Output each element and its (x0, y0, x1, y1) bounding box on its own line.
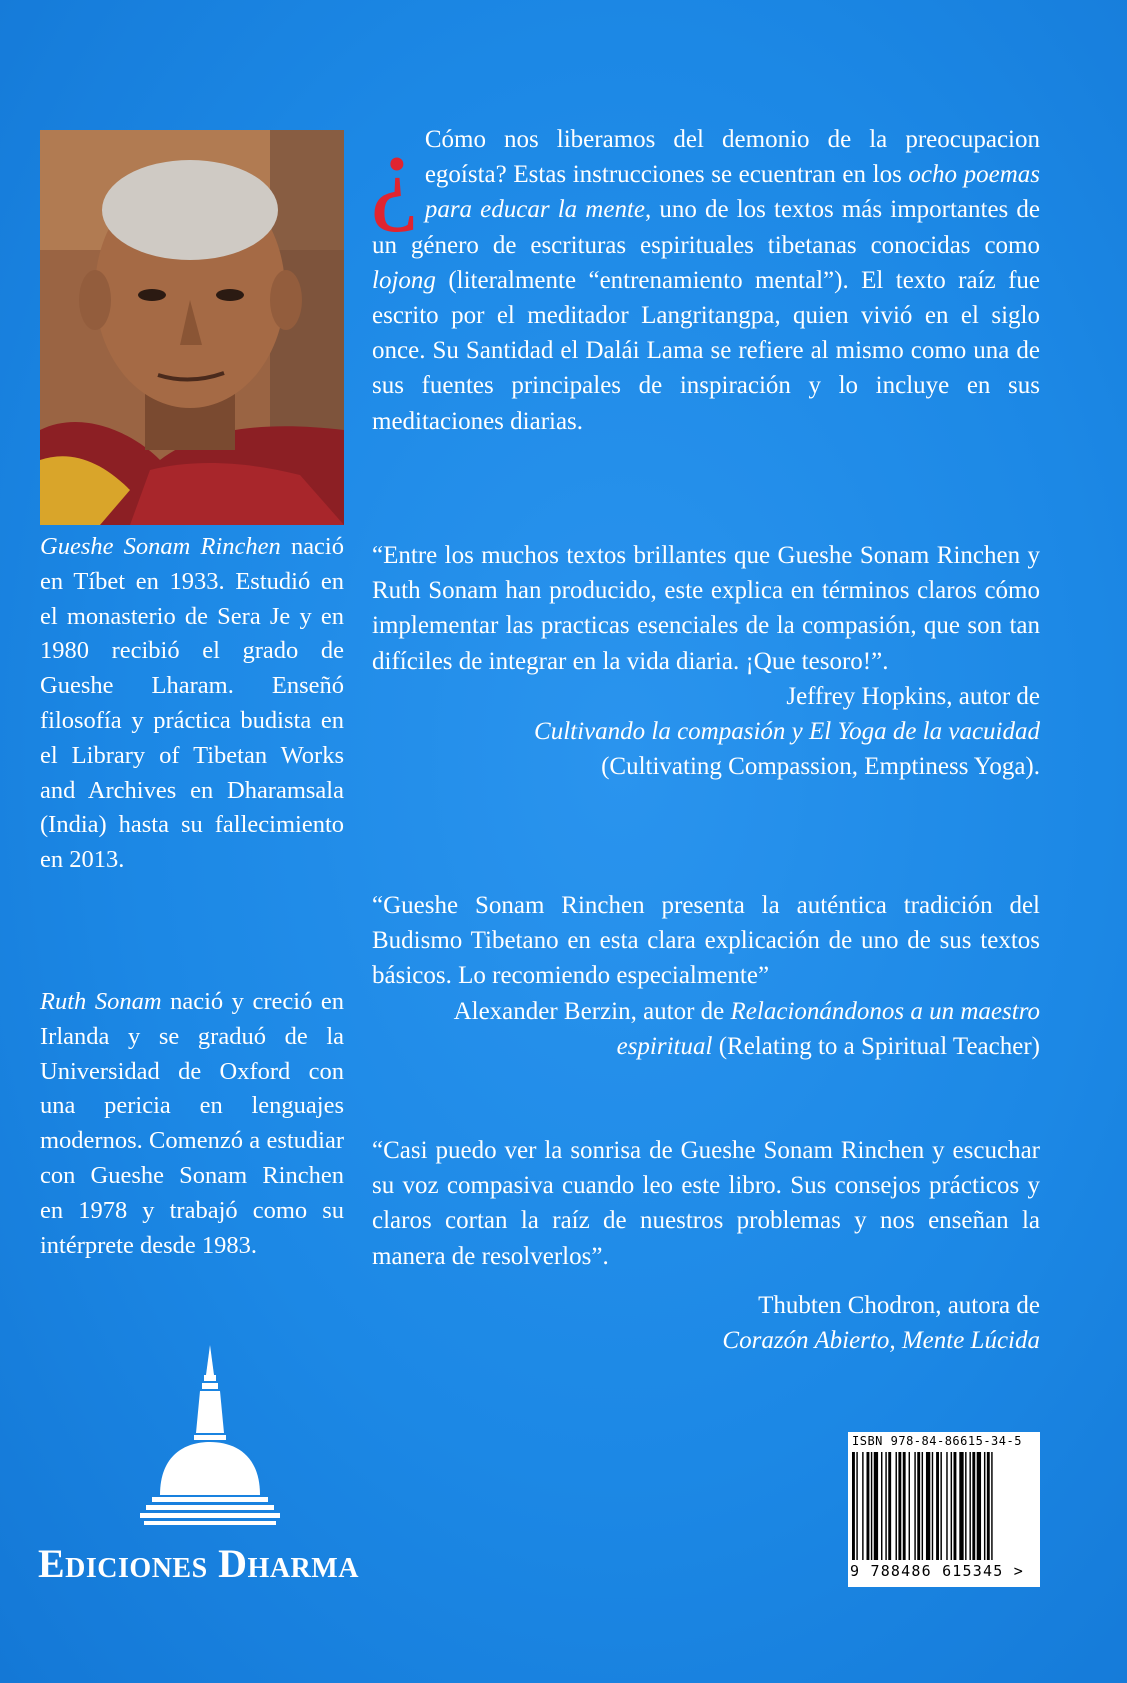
barcode-bar (881, 1452, 882, 1560)
quote-berzin (372, 888, 1040, 1064)
quote-chodron-book: Corazón Abierto, Mente Lúcida (722, 1327, 1040, 1355)
barcode-bar (856, 1452, 857, 1560)
barcode-bar (977, 1452, 981, 1560)
barcode-bar (914, 1452, 915, 1560)
author1-bio-text: nació en Tíbet en 1933. Estudió en el monasterio de Sera Je y en 1980 recibió el grado de Gueshe Lharam. Enseñó filosofía y práctica budista en el Library of Tibetan Works and Archives en Dharamsala (India) hasta su fallecimiento en 2013. (40, 533, 344, 874)
barcode-bar (874, 1452, 878, 1560)
author2-bio (40, 985, 344, 1263)
quote-berzin-attribution (372, 994, 1040, 1064)
barcode-bar (965, 1452, 966, 1560)
barcode-bar (885, 1452, 886, 1560)
barcode-bar (903, 1452, 906, 1560)
barcode-bar (922, 1452, 923, 1560)
stupa-icon (140, 1345, 280, 1545)
quote-chodron-text: “Casi puedo ver la sonrisa de Gueshe Sonam Rinchen y escuchar su voz compasiva cuando leo este libro. Sus consejos prácticos y claros cortan la raíz de nuestros problemas y nos enseñan la manera de resolverlos”. (372, 1137, 1040, 1270)
barcode-bar (936, 1452, 939, 1560)
barcode-bar (969, 1452, 970, 1560)
barcode-bar (972, 1452, 975, 1560)
barcode-bar (888, 1452, 891, 1560)
barcode-bar (987, 1452, 990, 1560)
barcode-bar (871, 1452, 872, 1560)
barcode-bar (898, 1452, 901, 1560)
portrait-illustration (40, 130, 344, 525)
barcode-bar (932, 1452, 933, 1560)
quote-hopkins-books: Cultivando la compasión y El Yoga de la vacuidad (534, 718, 1040, 746)
barcode-bar (917, 1452, 920, 1560)
intro-text-part2: , uno de los textos más importantes de un género de escrituras espirituales tibetanas conocidas como (372, 196, 1040, 259)
quote-hopkins-text: “Entre los muchos textos brillantes que Gueshe Sonam Rinchen y Ruth Sonam han producido, este explica en términos claros cómo implementar las practicas esenciales de la compasión, que son tan difíciles de integrar en la vida diaria. ¡Que tesoro!”. (372, 542, 1040, 675)
barcode-bar (984, 1452, 985, 1560)
isbn-barcode (848, 1432, 1040, 1587)
barcode-bar (909, 1452, 910, 1560)
dropcap-question-mark: ¿ (370, 111, 419, 233)
barcode-bar (959, 1452, 963, 1560)
barcode-bar (867, 1452, 870, 1560)
quote-berzin-english: (Relating to a Spiritual Teacher) (712, 1032, 1040, 1060)
quote-chodron (372, 1133, 1040, 1358)
intro-paragraph (370, 111, 1041, 439)
barcode-bar (951, 1452, 952, 1560)
author2-bio-text: nació y creció en Irlanda y se graduó de la Universidad de Oxford con una pericia en lenguajes modernos. Comenzó a estudiar con Gueshe Sonam Rinchen en 1978 y trabajó como su intérprete desde 1983. (40, 988, 344, 1259)
quote-hopkins (372, 538, 1040, 784)
isbn-label: ISBN 978-84-86615-34-5 (852, 1434, 1022, 1448)
quote-berzin-text: “Gueshe Sonam Rinchen presenta la auténtica tradición del Budismo Tibetano en esta clara explicación de uno de sus textos básicos. Lo recomiendo especialmente” (372, 892, 1040, 990)
ean-digits: 9 788486 615345 > (850, 1562, 1024, 1580)
author-portrait-photo (40, 130, 344, 525)
barcode-bar (940, 1452, 941, 1560)
quote-berzin-book: Relacionándonos a un maestro espiritual (616, 997, 1040, 1060)
author1-name: Gueshe Sonam Rinchen (40, 533, 281, 560)
quote-hopkins-english: (Cultivating Compassion, Emptiness Yoga). (601, 753, 1040, 781)
quote-chodron-author: Thubten Chodron, autora de (758, 1291, 1040, 1319)
barcode-bar (896, 1452, 897, 1560)
author1-bio (40, 530, 344, 878)
barcode-bar (991, 1452, 992, 1560)
barcode-bars (852, 1452, 1036, 1560)
intro-italic-title: ocho poemas para educar la mente (424, 161, 1041, 224)
barcode-bar (926, 1452, 930, 1560)
intro-text-part3: (literalmente “entrenamiento mental”). El texto raíz fue escrito por el meditador Langritangpa, quien vivió en el siglo once. Su Santidad el Dalái Lama se refiere al mismo como una de sus fuentes principales de inspiración y lo incluye en sus meditaciones diarias. (372, 266, 1040, 435)
intro-text-part1: Cómo nos liberamos del demonio de la preocupacion egoísta? Estas instrucciones se ecuentran en los (424, 126, 1040, 189)
author2-name: Ruth Sonam (40, 988, 162, 1015)
barcode-bar (862, 1452, 863, 1560)
quote-berzin-author: Alexander Berzin, autor de (453, 997, 731, 1025)
barcode-bar (852, 1452, 855, 1560)
barcode-bar (954, 1452, 957, 1560)
barcode-bar (946, 1452, 947, 1560)
quote-hopkins-author: Jeffrey Hopkins, autor de (786, 682, 1040, 710)
publisher-name: Ediciones Dharma (38, 1541, 359, 1586)
intro-italic-lojong: lojong (372, 266, 436, 294)
